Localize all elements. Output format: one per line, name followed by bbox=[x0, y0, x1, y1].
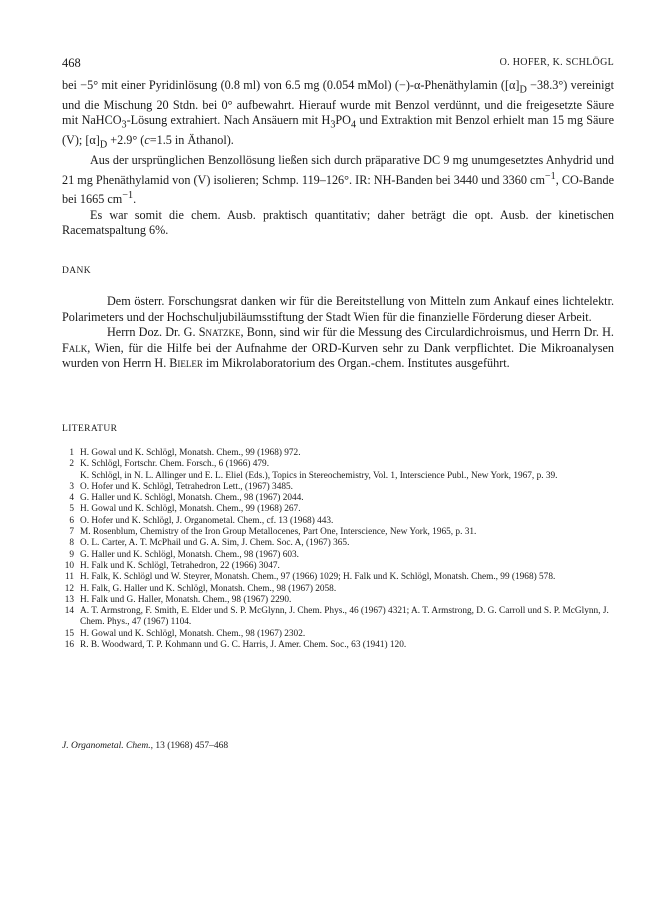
reference-text: H. Falk, K. Schlögl und W. Steyrer, Monatsh. Chem., 97 (1966) 1029; H. Falk und K. Schlögl, Monatsh. Chem., 99 (1968) 578. bbox=[80, 572, 556, 583]
reference-number: 13 bbox=[64, 594, 74, 605]
reference-text: M. Rosenblum, Chemistry of the Iron Group Metallocenes, Part One, Interscience, New York, 1965, p. 31. bbox=[80, 527, 477, 538]
reference-text: H. Falk und K. Schlögl, Tetrahedron, 22 (1966) 3047. bbox=[80, 560, 280, 571]
reference-number: 10 bbox=[64, 560, 74, 571]
reference-number: 4 bbox=[69, 493, 74, 504]
dank-paragraph-1: Dem österr. Forschungsrat danken wir für die Bereitstellung von Mitteln zum Ankauf eines lichtelektr. Polarimeters und der Hochschuljubiläumsstiftung der Stadt Wien für die finanzielle Förderung dieser Arbeit. bbox=[62, 294, 614, 324]
reference-text: O. L. Carter, A. T. McPhail und G. A. Sim, J. Chem. Soc. A, (1967) 365. bbox=[80, 538, 350, 549]
reference-item bbox=[62, 527, 614, 538]
paragraph-isolation: Aus der ursprünglichen Benzollösung ließen sich durch präparative DC 9 mg unumgesetztes Anhydrid und 21 mg Phenäthylamid von (V) isolieren; Schmp. 119–126°. IR: NH-Banden bei 3440 und 3360 $cm^{-1}$, CO-Bande bei 1665 $cm^{-1}$. bbox=[62, 153, 614, 207]
reference-text: H. Gowal und K. Schlögl, Monatsh. Chem., 98 (1967) 2302. bbox=[80, 628, 306, 639]
reference-number: 9 bbox=[69, 549, 74, 560]
reference-item bbox=[62, 482, 614, 493]
reference-item bbox=[62, 606, 614, 629]
reference-item bbox=[62, 595, 614, 606]
page-number: 468 bbox=[62, 56, 81, 70]
footer-journal: J. Organometal. Chem. bbox=[62, 741, 151, 751]
paragraph-continuation: bei −5° mit einer Pyridinlösung (0.8 ml) von 6.5 mg (0.054 mMol) (−)-α-Phenäthylamin $([\alpha]_D -38.3^\circ)$ vereinigt und die Mischung 20 Stdn. bei 0° aufbewahrt. Hierauf wurde mit Benzol verdünnt, und die freigesetzte Säure mit NaHCO$_3$-Lösung extrahiert. Nach Ansäuern mit $H_3PO_4$ und Extraktion mit Benzol erhielt man 15 mg Säure (V); $[\alpha]_D +2.9^\circ$ (c=1.5 in Äthanol). bbox=[62, 78, 615, 151]
journal-footer: J. Organometal. Chem., 13 (1968) 457–468 bbox=[62, 741, 229, 751]
reference-item bbox=[62, 640, 614, 651]
running-head: O. HOFER, K. SCHLÖGL bbox=[499, 57, 614, 68]
paragraph-yield: Es war somit die chem. Ausb. praktisch quantitativ; daher beträgt die opt. Ausb. der kinetischen Racematspaltung 6%. bbox=[62, 207, 614, 238]
reference-text: K. Schlögl, Fortschr. Chem. Forsch., 6 (1966) 479. bbox=[80, 459, 270, 470]
reference-text: H. Gowal und K. Schlögl, Monatsh. Chem., 99 (1968) 267. bbox=[80, 504, 301, 515]
reference-item bbox=[62, 504, 614, 515]
reference-item bbox=[62, 550, 614, 561]
dank-paragraph-2: Herrn Doz. Dr. G. Snatzke, Bonn, sind wir für die Messung des Circulardichroismus, und Herrn Dr. H. Falk, Wien, für die Hilfe bei der Aufnahme der ORD-Kurven sehr zu Dank verpflichtet. Die Mikroanalysen wurden von Herrn H. Bieler im Mikrolaboratorium des Organ.-chem. Institutes ausgeführt. bbox=[62, 325, 614, 370]
reference-number: 7 bbox=[69, 527, 74, 538]
reference-number: 12 bbox=[64, 583, 74, 594]
reference-item bbox=[62, 493, 614, 504]
reference-number: 14 bbox=[64, 606, 74, 617]
reference-item bbox=[62, 629, 614, 640]
reference-list bbox=[62, 448, 614, 651]
reference-number: 16 bbox=[64, 640, 74, 651]
reference-item bbox=[62, 538, 614, 549]
reference-text: H. Falk und G. Haller, Monatsh. Chem., 98 (1967) 2290. bbox=[80, 594, 292, 605]
reference-number: 6 bbox=[69, 515, 74, 526]
reference-text: O. Hofer und K. Schlögl, J. Organometal. Chem., cf. 13 (1968) 443. bbox=[80, 515, 334, 526]
experimental-text bbox=[62, 78, 614, 239]
reference-number: 5 bbox=[69, 504, 74, 515]
acknowledgements bbox=[62, 294, 614, 372]
reference-text: H. Gowal und K. Schlögl, Monatsh. Chem., 99 (1968) 972. bbox=[80, 448, 301, 458]
dank-heading: DANK bbox=[62, 266, 92, 276]
reference-item bbox=[62, 516, 614, 527]
reference-item bbox=[62, 459, 614, 482]
reference-number: 8 bbox=[69, 538, 74, 549]
reference-item bbox=[62, 561, 614, 572]
reference-number: 1 bbox=[69, 448, 74, 458]
reference-text: A. T. Armstrong, F. Smith, E. Elder und S. P. McGlynn, J. Chem. Phys., 46 (1967) 4321; A. T. Armstrong, D. G. Carroll und S. P. McGlynn, J. Chem. Phys., 47 (1967) 1104. bbox=[80, 606, 609, 628]
literatur-heading: LITERATUR bbox=[62, 424, 118, 434]
reference-item bbox=[62, 572, 614, 583]
reference-text: R. B. Woodward, T. P. Kohmann und G. C. Harris, J. Amer. Chem. Soc., 63 (1941) 120. bbox=[80, 640, 407, 651]
reference-number: 3 bbox=[69, 481, 74, 492]
footer-citation: 13 (1968) 457–468 bbox=[155, 741, 229, 751]
reference-text: O. Hofer und K. Schlögl, Tetrahedron Lett., (1967) 3485. bbox=[80, 481, 293, 492]
reference-number: 15 bbox=[64, 628, 74, 639]
page-header bbox=[62, 56, 614, 72]
reference-number: 2 bbox=[69, 459, 74, 470]
reference-text: H. Falk, G. Haller und K. Schlögl, Monatsh. Chem., 98 (1967) 2058. bbox=[80, 583, 337, 594]
reference-text: G. Haller und K. Schlögl, Monatsh. Chem., 98 (1967) 2044. bbox=[80, 493, 304, 504]
reference-text: G. Haller und K. Schlögl, Monatsh. Chem., 98 (1967) 603. bbox=[80, 549, 299, 560]
reference-number: 11 bbox=[65, 572, 74, 583]
reference-item bbox=[62, 448, 614, 459]
reference-subentry: K. Schlögl, in N. L. Allinger und E. L. Eliel (Eds.), Topics in Stereochemistry, Vol. 1, Interscience Publ., New York, 1967, p. 39. bbox=[80, 470, 558, 481]
reference-item bbox=[62, 584, 614, 595]
